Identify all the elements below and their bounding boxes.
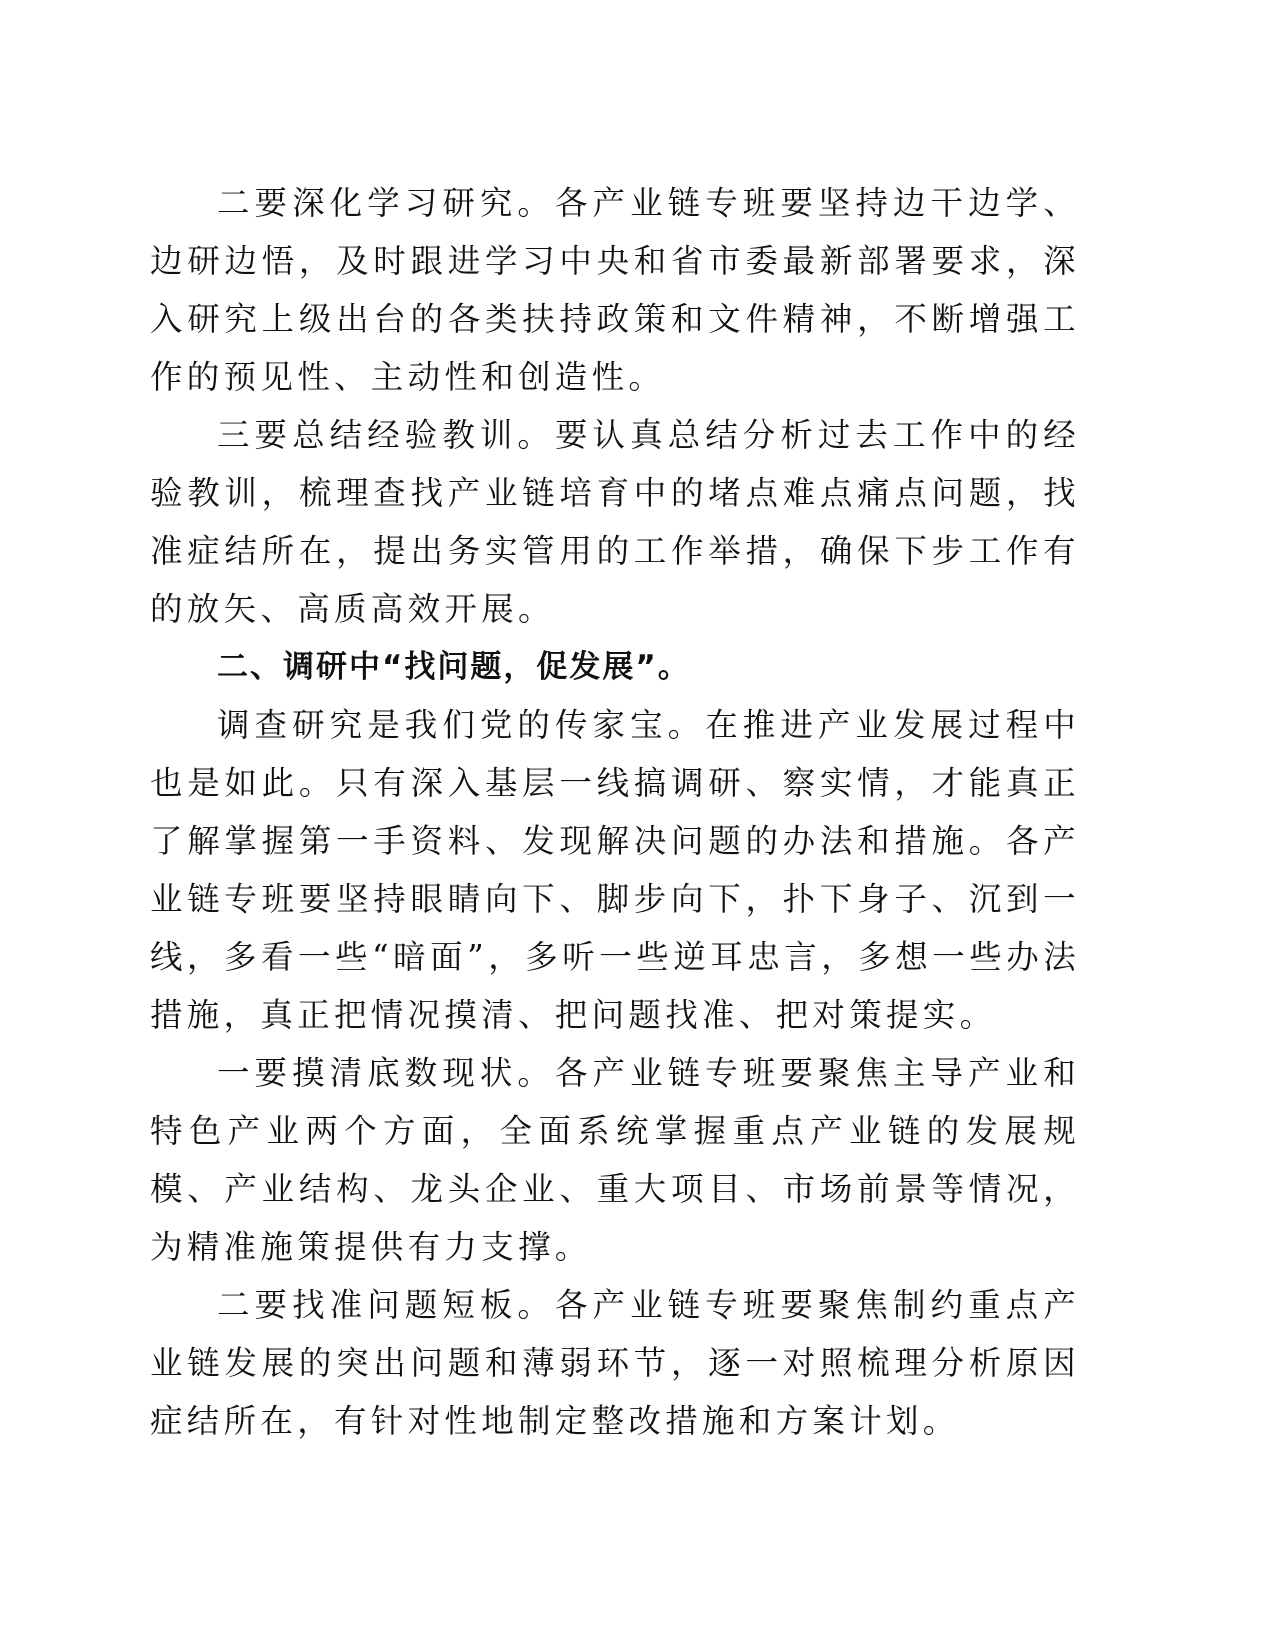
paragraph-identify-problems: 二要找准问题短板。各产业链专班要聚焦制约重点产业链发展的突出问题和薄弱环节，逐一对照梳理分析原因症结所在，有针对性地制定整改措施和方案计划。 xyxy=(150,1286,1080,1440)
paragraph-deepen-study: 二要深化学习研究。各产业链专班要坚持边干边学、边研边悟，及时跟进学习中央和省市委最新部署要求，深入研究上级出台的各类扶持政策和文件精神，不断增强工作的预见性、主动性和创造性。 xyxy=(150,184,1080,396)
section-heading: 二、调研中“找问题，促发展”。 xyxy=(217,649,691,685)
paragraph-summarize-lessons: 三要总结经验教训。要认真总结分析过去工作中的经验教训，梳理查找产业链培育中的堵点难点痛点问题，找准症结所在，提出务实管用的工作举措，确保下步工作有的放矢、高质高效开展。 xyxy=(150,416,1080,628)
paragraph-research-intro: 调查研究是我们党的传家宝。在推进产业发展过程中也是如此。只有深入基层一线搞调研、察实情，才能真正了解掌握第一手资料、发现解决问题的办法和措施。各产业链专班要坚持眼睛向下、脚步向下，扑下身子、沉到一线，多看一些“暗面”，多听一些逆耳忠言，多想一些办法措施，真正把情况摸清、把问题找准、把对策提实。 xyxy=(150,706,1080,1034)
paragraph-clarify-status: 一要摸清底数现状。各产业链专班要聚焦主导产业和特色产业两个方面，全面系统掌握重点产业链的发展规模、产业结构、龙头企业、重大项目、市场前景等情况，为精准施策提供有力支撑。 xyxy=(150,1054,1080,1266)
document-page xyxy=(150,174,1080,1450)
